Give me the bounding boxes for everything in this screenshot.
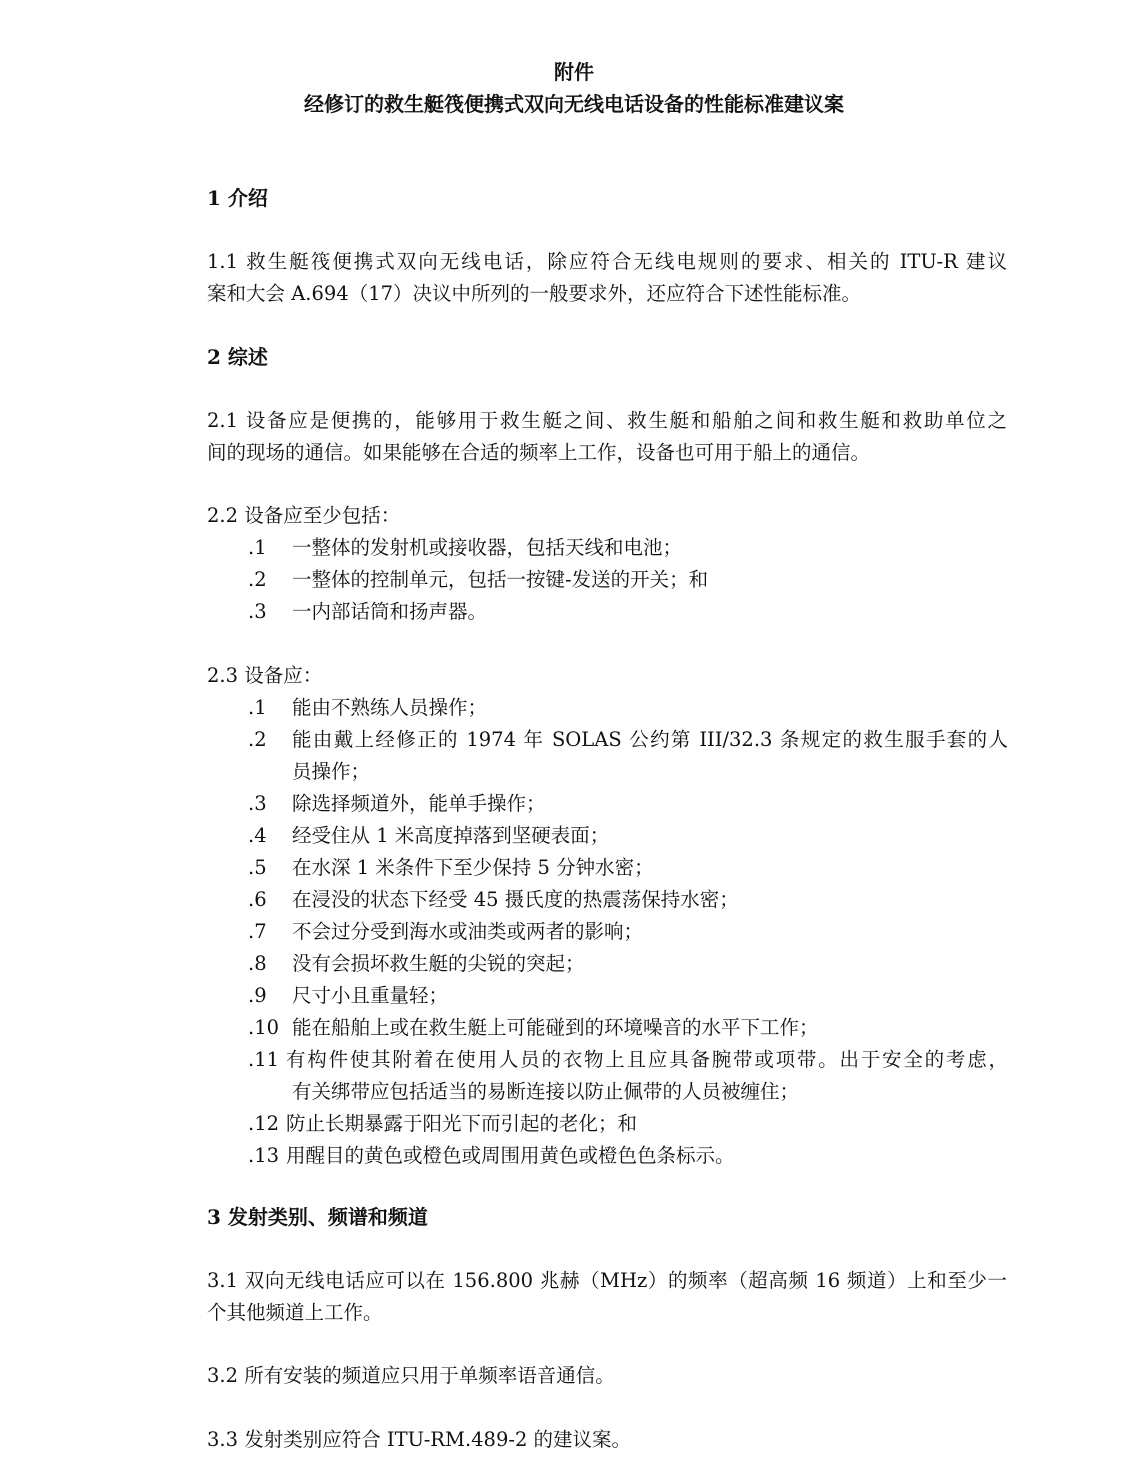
paragraph-2-1-line-1: 2.1 设备应是便携的，能够用于救生艇之间、救生艇和船舶之间和救生艇和救助单位之 bbox=[207, 409, 1007, 432]
document-title: 经修订的救生艇筏便携式双向无线电话设备的性能标准建议案 bbox=[304, 92, 844, 116]
list-item bbox=[248, 884, 1008, 916]
list-item-number: .2 bbox=[248, 728, 267, 751]
list-item bbox=[248, 948, 1008, 980]
list-item bbox=[248, 1140, 1008, 1172]
list-item-text-continued: 有关绑带应包括适当的易断连接以防止佩带的人员被缠住； bbox=[292, 1080, 800, 1103]
list-item-number: .1 bbox=[248, 536, 267, 559]
list-item-number: .3 bbox=[248, 792, 267, 815]
list-item-number: .10 bbox=[248, 1016, 280, 1039]
paragraph-1-1 bbox=[207, 246, 1007, 310]
paragraph-2-3-intro bbox=[207, 660, 1007, 692]
list-item bbox=[248, 1012, 1008, 1044]
list-item-number: .8 bbox=[248, 952, 267, 975]
paragraph-2-1 bbox=[207, 405, 1007, 469]
list-item-number: .9 bbox=[248, 984, 267, 1007]
paragraph-1-1-line-1: 1.1 救生艇筏便携式双向无线电话，除应符合无线电规则的要求、相关的 ITU-R 建议 bbox=[207, 250, 1007, 273]
paragraph-3-1-line-1: 3.1 双向无线电话应可以在 156.800 兆赫（MHz）的频率（超高频 16 频道）上和至少一 bbox=[207, 1269, 1007, 1292]
list-item-text: 在浸没的状态下经受 45 摄氏度的热震荡保持水密； bbox=[292, 888, 739, 911]
list-item bbox=[248, 916, 1008, 948]
list-item-number: .11 bbox=[248, 1048, 280, 1071]
list-item-text: 有构件使其附着在使用人员的衣物上且应具备腕带或项带。出于安全的考虑， bbox=[286, 1048, 1008, 1071]
list-item-text: 一整体的发射机或接收器，包括天线和电池； bbox=[292, 536, 683, 559]
paragraph-2-3-intro-text: 2.3 设备应： bbox=[207, 664, 323, 687]
paragraph-2-2-intro bbox=[207, 500, 1007, 532]
list-item-number: .13 bbox=[248, 1144, 280, 1167]
section-1-heading: 1 介绍 bbox=[207, 186, 268, 210]
list-item bbox=[248, 820, 1008, 852]
list-item-text: 能在船舶上或在救生艇上可能碰到的环境噪音的水平下工作； bbox=[292, 1016, 819, 1039]
section-2-heading: 2 综述 bbox=[207, 345, 268, 369]
annex-label: 附件 bbox=[554, 60, 594, 84]
list-item bbox=[248, 1044, 1008, 1108]
list-item bbox=[248, 532, 1008, 564]
paragraph-3-2-text: 3.2 所有安装的频道应只用于单频率语音通信。 bbox=[207, 1364, 615, 1387]
list-item bbox=[248, 788, 1008, 820]
list-item-number: .3 bbox=[248, 600, 267, 623]
list-item-text-continued: 员操作； bbox=[292, 760, 371, 783]
list-item-text: 用醒目的黄色或橙色或周围用黄色或橙色色条标示。 bbox=[286, 1144, 735, 1167]
list-item-number: .5 bbox=[248, 856, 267, 879]
paragraph-3-3-text: 3.3 发射类别应符合 ITU-RM.489-2 的建议案。 bbox=[207, 1428, 632, 1451]
list-item-text: 能由不熟练人员操作； bbox=[292, 696, 488, 719]
list-item-text: 不会过分受到海水或油类或两者的影响； bbox=[292, 920, 644, 943]
paragraph-3-1-line-2: 个其他频道上工作。 bbox=[207, 1301, 383, 1324]
list-item bbox=[248, 692, 1008, 724]
paragraph-3-1 bbox=[207, 1265, 1007, 1329]
paragraph-2-2-intro-text: 2.2 设备应至少包括： bbox=[207, 504, 401, 527]
list-item bbox=[248, 852, 1008, 884]
paragraph-1-1-line-2: 案和大会 A.694（17）决议中所列的一般要求外，还应符合下述性能标准。 bbox=[207, 282, 862, 305]
list-item-text: 一整体的控制单元，包括一按键-发送的开关；和 bbox=[292, 568, 709, 591]
list-item-number: .1 bbox=[248, 696, 267, 719]
list-item-number: .2 bbox=[248, 568, 267, 591]
paragraph-3-3 bbox=[207, 1424, 1007, 1456]
paragraph-2-1-line-2: 间的现场的通信。如果能够在合适的频率上工作，设备也可用于船上的通信。 bbox=[207, 441, 871, 464]
list-item-text: 尺寸小且重量轻； bbox=[292, 984, 449, 1007]
list-item-number: .4 bbox=[248, 824, 267, 847]
list-item-text: 没有会损坏救生艇的尖锐的突起； bbox=[292, 952, 585, 975]
list-item-number: .7 bbox=[248, 920, 267, 943]
list-item bbox=[248, 564, 1008, 596]
list-item bbox=[248, 1108, 1008, 1140]
list-item-text: 除选择频道外，能单手操作； bbox=[292, 792, 546, 815]
list-item-number: .6 bbox=[248, 888, 267, 911]
section-3-heading: 3 发射类别、频谱和频道 bbox=[207, 1205, 428, 1229]
list-item-number: .12 bbox=[248, 1112, 280, 1135]
list-item-text: 在水深 1 米条件下至少保持 5 分钟水密； bbox=[292, 856, 654, 879]
list-item bbox=[248, 980, 1008, 1012]
list-item-text: 一内部话筒和扬声器。 bbox=[292, 600, 488, 623]
list-item-text: 经受住从 1 米高度掉落到坚硬表面； bbox=[292, 824, 610, 847]
list-item-text: 能由戴上经修正的 1974 年 SOLAS 公约第 III/32.3 条规定的救生服手套的人 bbox=[292, 728, 1008, 751]
list-item-text: 防止长期暴露于阳光下而引起的老化；和 bbox=[286, 1112, 638, 1135]
list-item bbox=[248, 596, 1008, 628]
paragraph-3-2 bbox=[207, 1360, 1007, 1392]
list-item bbox=[248, 724, 1008, 788]
